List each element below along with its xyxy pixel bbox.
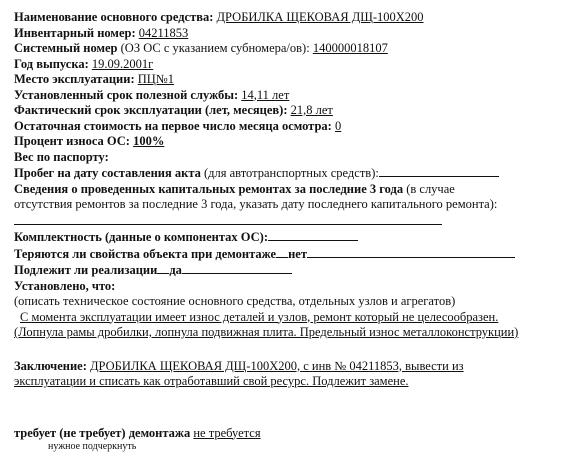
value: 140000018107	[312, 41, 388, 55]
value: эксплуатации и списать как отработавший свой ресурс. Подлежит замене.	[14, 374, 409, 388]
field-repairs-note	[14, 197, 554, 213]
field-system-number	[14, 41, 554, 57]
note: (описать техническое состояние основного средства, отдельных узлов и агрегатов)	[14, 294, 456, 308]
value: 19.09.2001г	[91, 56, 154, 71]
label: Пробег на дату составления акта	[14, 166, 201, 180]
label: Теряются ли свойства объекта при демонтаже	[14, 246, 277, 261]
field-condition-note	[14, 294, 554, 310]
field-mileage	[14, 165, 554, 182]
value: ДРОБИЛКА ЩЕКОВАЯ ДЩ-100Х200	[216, 10, 424, 24]
label: Подлежит ли реализации	[14, 263, 158, 277]
value: 14,11 лет	[241, 87, 290, 102]
fill-line	[276, 246, 288, 258]
asset-inspection-act	[14, 10, 554, 452]
label: Комплектность (данные о компонентах ОС):	[14, 230, 269, 244]
note: (для автотранспортных средств):	[203, 166, 379, 180]
value: не требуется	[193, 425, 261, 440]
label: Установленный срок полезной службы:	[14, 87, 239, 102]
value: 100%	[133, 134, 165, 148]
label: Установлено, что:	[14, 278, 116, 293]
label: Вес по паспорту:	[14, 149, 109, 164]
field-inventory-number	[14, 26, 554, 42]
label: Год выпуска:	[14, 56, 89, 71]
note: (ОЗ ОС с указанием субномера/ов):	[120, 41, 310, 55]
note: нужное подчеркнуть	[48, 441, 137, 452]
field-actual-life	[14, 103, 554, 119]
fill-line	[157, 262, 169, 274]
field-established	[14, 279, 554, 295]
label: Заключение:	[14, 358, 87, 373]
fill-line	[268, 229, 358, 241]
fill-line	[307, 246, 515, 258]
label: Инвентарный номер:	[14, 25, 136, 40]
field-condition-2	[14, 325, 554, 341]
field-useful-life	[14, 88, 554, 104]
value: ДРОБИЛКА ЩЕКОВАЯ ДЩ-100Х200, с инв № 04211853, вывести из	[89, 358, 464, 373]
note: (в случае	[406, 181, 455, 196]
field-conclusion	[14, 359, 554, 375]
field-repairs	[14, 182, 554, 198]
field-dismantle-loss	[14, 246, 554, 263]
blank-line	[14, 213, 554, 230]
field-completeness	[14, 229, 554, 246]
label: Наименование основного средства:	[14, 10, 214, 24]
value: нет	[288, 246, 307, 261]
value: 21,8 лет	[290, 103, 333, 117]
note: отсутствия ремонтов за последние 3 года, указать дату последнего капитального ремонта):	[14, 197, 498, 211]
label: Место эксплуатации:	[14, 72, 135, 86]
label: Процент износа ОС:	[14, 134, 130, 148]
field-passport-weight	[14, 150, 554, 166]
label: Сведения о проведенных капитальных ремонтах за последние 3 года	[14, 181, 404, 196]
field-residual-value	[14, 119, 554, 135]
field-asset-name	[14, 10, 554, 26]
field-location	[14, 72, 554, 88]
label: Фактический срок эксплуатации (лет, месяцев):	[14, 103, 288, 117]
value: ПЦ№1	[137, 72, 174, 86]
label: Системный номер	[14, 41, 118, 55]
field-conclusion-cont	[14, 374, 554, 390]
field-wear-percent	[14, 134, 554, 150]
fill-line	[14, 213, 442, 225]
value: С момента эксплуатации имеет износ деталей и узлов, ремонт который не целесообразен.	[20, 309, 499, 324]
value: (Лопнула рамы дробилки, лопнула подвижная плита. Предельный износ металлоконструкции)	[14, 325, 519, 339]
value: 04211853	[138, 25, 189, 40]
label: требует (не требует) демонтажа	[14, 425, 191, 440]
fill-line	[379, 165, 499, 177]
field-sale	[14, 262, 554, 279]
field-dismantle	[14, 426, 554, 442]
underline-hint	[14, 441, 554, 452]
field-year	[14, 57, 554, 73]
value: 0	[334, 118, 342, 133]
fill-line	[182, 262, 292, 274]
value: да	[169, 263, 182, 277]
label: Остаточная стоимость на первое число месяца осмотра:	[14, 118, 332, 133]
field-condition-1	[14, 310, 554, 326]
